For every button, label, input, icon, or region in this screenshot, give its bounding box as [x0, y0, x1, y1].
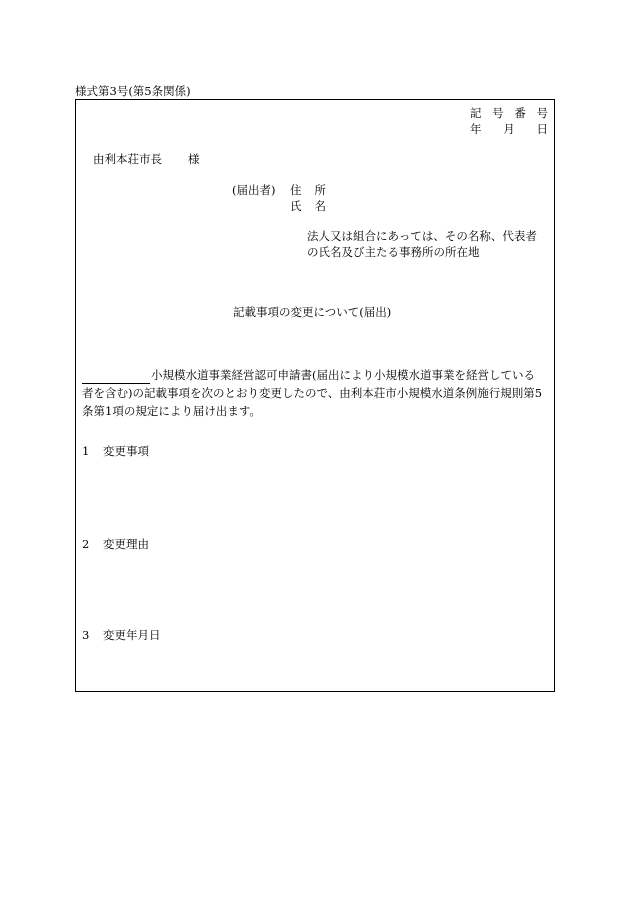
address-label-char: 住 [290, 183, 302, 197]
address-label [290, 183, 326, 199]
record-number-char: 記 [470, 106, 482, 120]
date-month: 月 [503, 122, 515, 136]
blank-fill-line [82, 371, 150, 384]
record-number-row [470, 106, 548, 122]
name-label-char: 名 [314, 199, 326, 213]
item-2 [82, 537, 149, 553]
addressee-honorific: 様 [188, 152, 200, 166]
record-number-char: 号 [492, 106, 504, 120]
name-label-char: 氏 [290, 199, 302, 213]
item-number: 2 [82, 537, 90, 551]
body-line2: 者を含む)の記載事項を次のとおり変更したので、由利本荘市小規模水道条例施行規則第5 [82, 386, 543, 400]
name-label [290, 199, 326, 215]
item-3 [82, 628, 160, 644]
form-label: 様式第3号(第5条関係) [75, 84, 191, 98]
item-1 [82, 444, 149, 460]
body-line1: 小規模水道事業経営認可申請書(届出により小規模水道事業を経営している [151, 368, 535, 382]
date-day: 日 [536, 122, 548, 136]
item-label: 変更年月日 [102, 628, 161, 642]
date-row [470, 122, 548, 138]
address-label-char: 所 [314, 183, 326, 197]
applicant-note-line2: の氏名及び主たる事務所の所在地 [307, 245, 480, 259]
record-number-char: 号 [536, 106, 548, 120]
applicant-label: (届出者) [232, 183, 276, 197]
body-paragraph [82, 366, 554, 420]
item-label: 変更事項 [102, 444, 149, 458]
record-number-char: 番 [514, 106, 526, 120]
item-number: 1 [82, 444, 90, 458]
addressee-name: 由利本荘市長 [93, 152, 162, 166]
applicant-note-line1: 法人又は組合にあっては、その名称、代表者 [307, 229, 537, 243]
item-label: 変更理由 [102, 537, 149, 551]
document-title: 記載事項の変更について(届出) [233, 305, 392, 319]
date-year: 年 [470, 122, 482, 136]
body-line3: 条第1項の規定により届け出ます。 [82, 404, 261, 418]
item-number: 3 [82, 628, 90, 642]
